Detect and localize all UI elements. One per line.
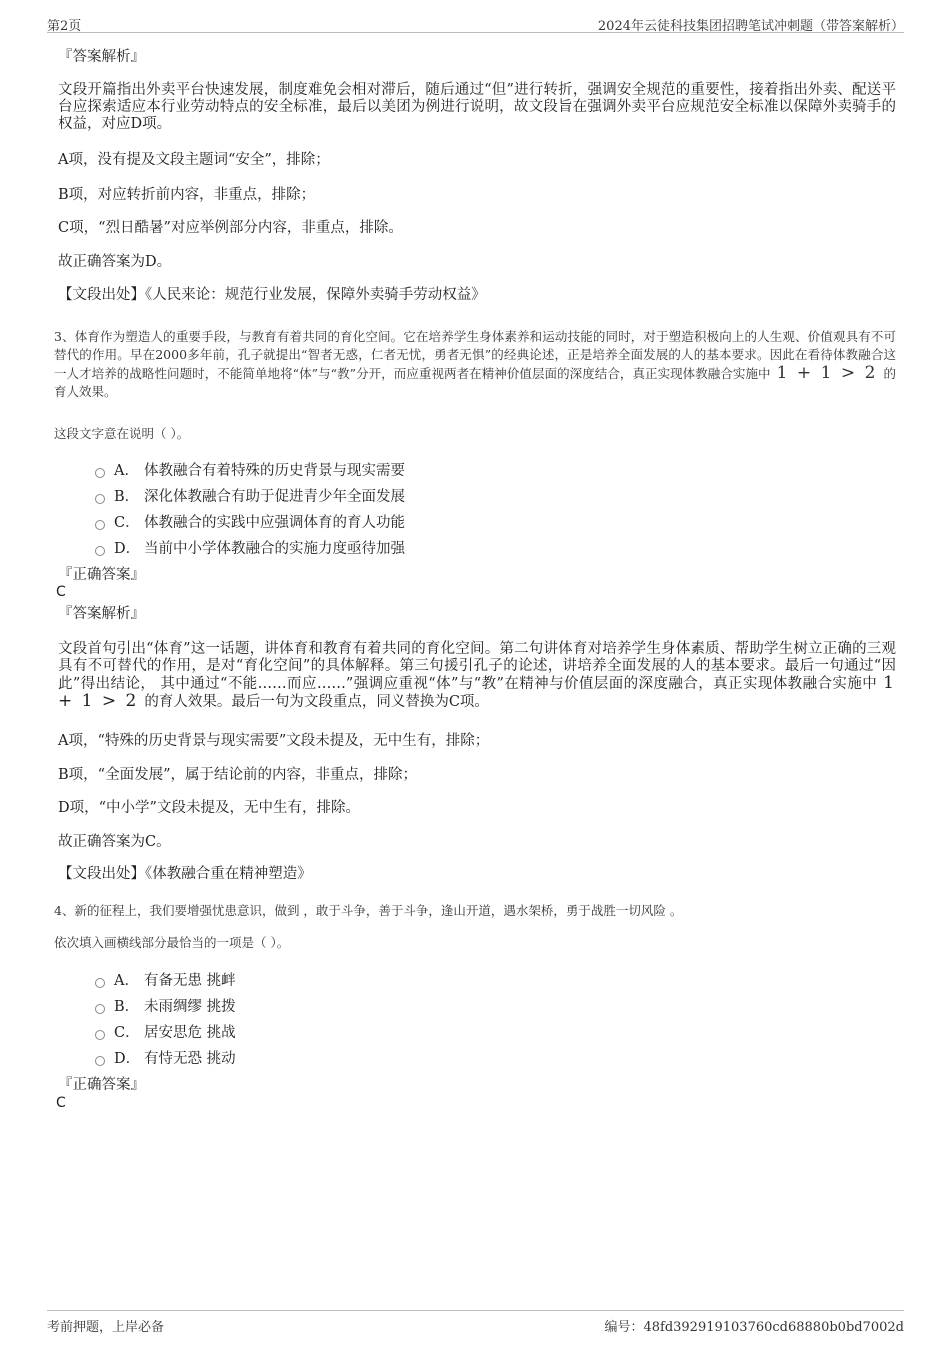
- q3-stem: [54, 328, 896, 401]
- option-letter: A．: [114, 463, 139, 479]
- q3-option-a[interactable]: [95, 462, 405, 480]
- option-letter: D．: [114, 1051, 141, 1067]
- document-title: 2024年云徒科技集团招聘笔试冲刺题（带答案解析）: [597, 19, 904, 34]
- option-text: 深化体教融合有助于促进青少年全面发展: [144, 489, 405, 505]
- q2-analysis-text: 文段开篇指出外卖平台快速发展，制度难免会相对滞后，随后通过“但”进行转折，强调安全规范的重要性，接着指出外卖、配送平台应探索适应本行业劳动特点的安全标准，最后以美团为例进行说明，故文段旨在强调外卖平台应规范安全标准以保障外卖骑手的权益，对应D项。: [58, 82, 896, 132]
- q2-option-c-explanation: C项，“烈日酷暑”对应举例部分内容，非重点，排除。: [58, 220, 403, 236]
- page-header: [47, 12, 904, 33]
- q4-answer-value: C: [56, 1095, 66, 1111]
- q2-option-b-explanation: B项，对应转折前内容，非重点，排除；: [58, 187, 316, 203]
- footer-slogan: 考前押题，上岸必备: [47, 1320, 165, 1335]
- option-text: 有备无患 挑衅: [144, 973, 236, 989]
- q3-source: 【文段出处】《体教融合重在精神塑造》: [58, 866, 312, 882]
- q2-analysis-title: 『答案解析』: [58, 49, 145, 65]
- q2-conclusion: 故正确答案为D。: [58, 254, 172, 270]
- q4-question: 依次填入画横线部分最恰当的一项是（ ）。: [54, 935, 290, 950]
- radio-icon[interactable]: [95, 1030, 105, 1040]
- q3-answer-value: C: [56, 584, 66, 600]
- q4-option-d[interactable]: [95, 1050, 236, 1068]
- q3-analysis-math: 1 + 1 > 2: [58, 673, 896, 711]
- q3-answer-title: 『正确答案』: [58, 567, 145, 583]
- q4-answer-title: 『正确答案』: [58, 1077, 145, 1093]
- option-text: 当前中小学体教融合的实施力度亟待加强: [144, 541, 405, 557]
- q3-option-d[interactable]: [95, 540, 405, 558]
- option-text: 有恃无恐 挑动: [144, 1051, 236, 1067]
- q4-option-c[interactable]: [95, 1024, 236, 1042]
- q3-analysis-body-end: 的育人效果。最后一句为文段重点，同义替换为C项。: [144, 694, 489, 710]
- q2-source: 【文段出处】《人民来论：规范行业发展，保障外卖骑手劳动权益》: [58, 287, 486, 303]
- option-text: 体教融合有着特殊的历史背景与现实需要: [144, 463, 405, 479]
- q3-stem-text-end: 的育人效果。: [54, 366, 896, 399]
- option-text: 居安思危 挑战: [144, 1025, 236, 1041]
- q3-question: 这段文字意在说明（ ）。: [54, 426, 190, 441]
- page-number: 第2页: [47, 19, 82, 34]
- q3-stem-text: 3、体育作为塑造人的重要手段，与教育有着共同的育化空间。它在培养学生身体素养和运动技能的同时，对于塑造积极向上的人生观、价值观具有不可替代的作用。早在2000多年前，孔子就提出“智者无惑，仁者无忧，勇者无惧”的经典论述，正是培养全面发展的人的基本要求。因此在看待体教融合这一人才培养的战略性问题时，不能简单地将“体”与“教”分开，而应重视两者在精神价值层面的深度结合，真正实现体教融合实施中: [54, 329, 896, 381]
- radio-icon[interactable]: [95, 468, 105, 478]
- q3-analysis-title: 『答案解析』: [58, 606, 145, 622]
- q4-stem: 4、新的征程上，我们要增强忧患意识，做到 ，敢于斗争，善于斗争，逢山开道，遇水架桥，勇于战胜一切风险 。: [54, 903, 683, 918]
- page-footer: [47, 1310, 904, 1337]
- q3-option-d-explanation: D项，“中小学”文段未提及，无中生有，排除。: [58, 800, 360, 816]
- radio-icon[interactable]: [95, 1004, 105, 1014]
- option-text: 未雨绸缪 挑拨: [144, 999, 236, 1015]
- q3-analysis-body: 文段首句引出“体育”这一话题，讲体育和教育有着共同的育化空间。第二句讲体育对培养学生身体素质、帮助学生树立正确的三观具有不可替代的作用，是对“育化空间”的具体解释。第三句援引孔子的论述，讲培养全面发展的人的基本要求。最后一句通过“因此”得出结论， 其中通过“不能……而应……”强调应重视“体”与“教”在精神与价值层面的深度融合，真正实现体教融合实施中: [58, 641, 896, 692]
- q3-option-c[interactable]: [95, 514, 405, 532]
- option-letter: D．: [114, 541, 141, 557]
- radio-icon[interactable]: [95, 978, 105, 988]
- q2-option-a-explanation: A项，没有提及文段主题词“安全”，排除；: [58, 152, 330, 168]
- q3-conclusion: 故正确答案为C。: [58, 834, 171, 850]
- option-letter: B．: [114, 999, 140, 1015]
- q4-option-b[interactable]: [95, 998, 236, 1016]
- radio-icon[interactable]: [95, 1056, 105, 1066]
- radio-icon[interactable]: [95, 546, 105, 556]
- document-code: 编号：48fd392919103760cd68880b0bd7002d: [604, 1320, 904, 1335]
- q3-option-b[interactable]: [95, 488, 405, 506]
- q3-analysis-text: [58, 641, 896, 711]
- option-text: 体教融合的实践中应强调体育的育人功能: [144, 515, 405, 531]
- q3-stem-math: 1 + 1 > 2: [776, 363, 878, 383]
- option-letter: C．: [114, 515, 140, 531]
- option-letter: A．: [114, 973, 139, 989]
- option-letter: C．: [114, 1025, 140, 1041]
- radio-icon[interactable]: [95, 520, 105, 530]
- q4-option-a[interactable]: [95, 972, 236, 990]
- radio-icon[interactable]: [95, 494, 105, 504]
- q3-option-b-explanation: B项，“全面发展”，属于结论前的内容，非重点，排除；: [58, 767, 417, 783]
- q3-option-a-explanation: A项，“特殊的历史背景与现实需要”文段未提及，无中生有，排除；: [58, 733, 490, 749]
- option-letter: B．: [114, 489, 140, 505]
